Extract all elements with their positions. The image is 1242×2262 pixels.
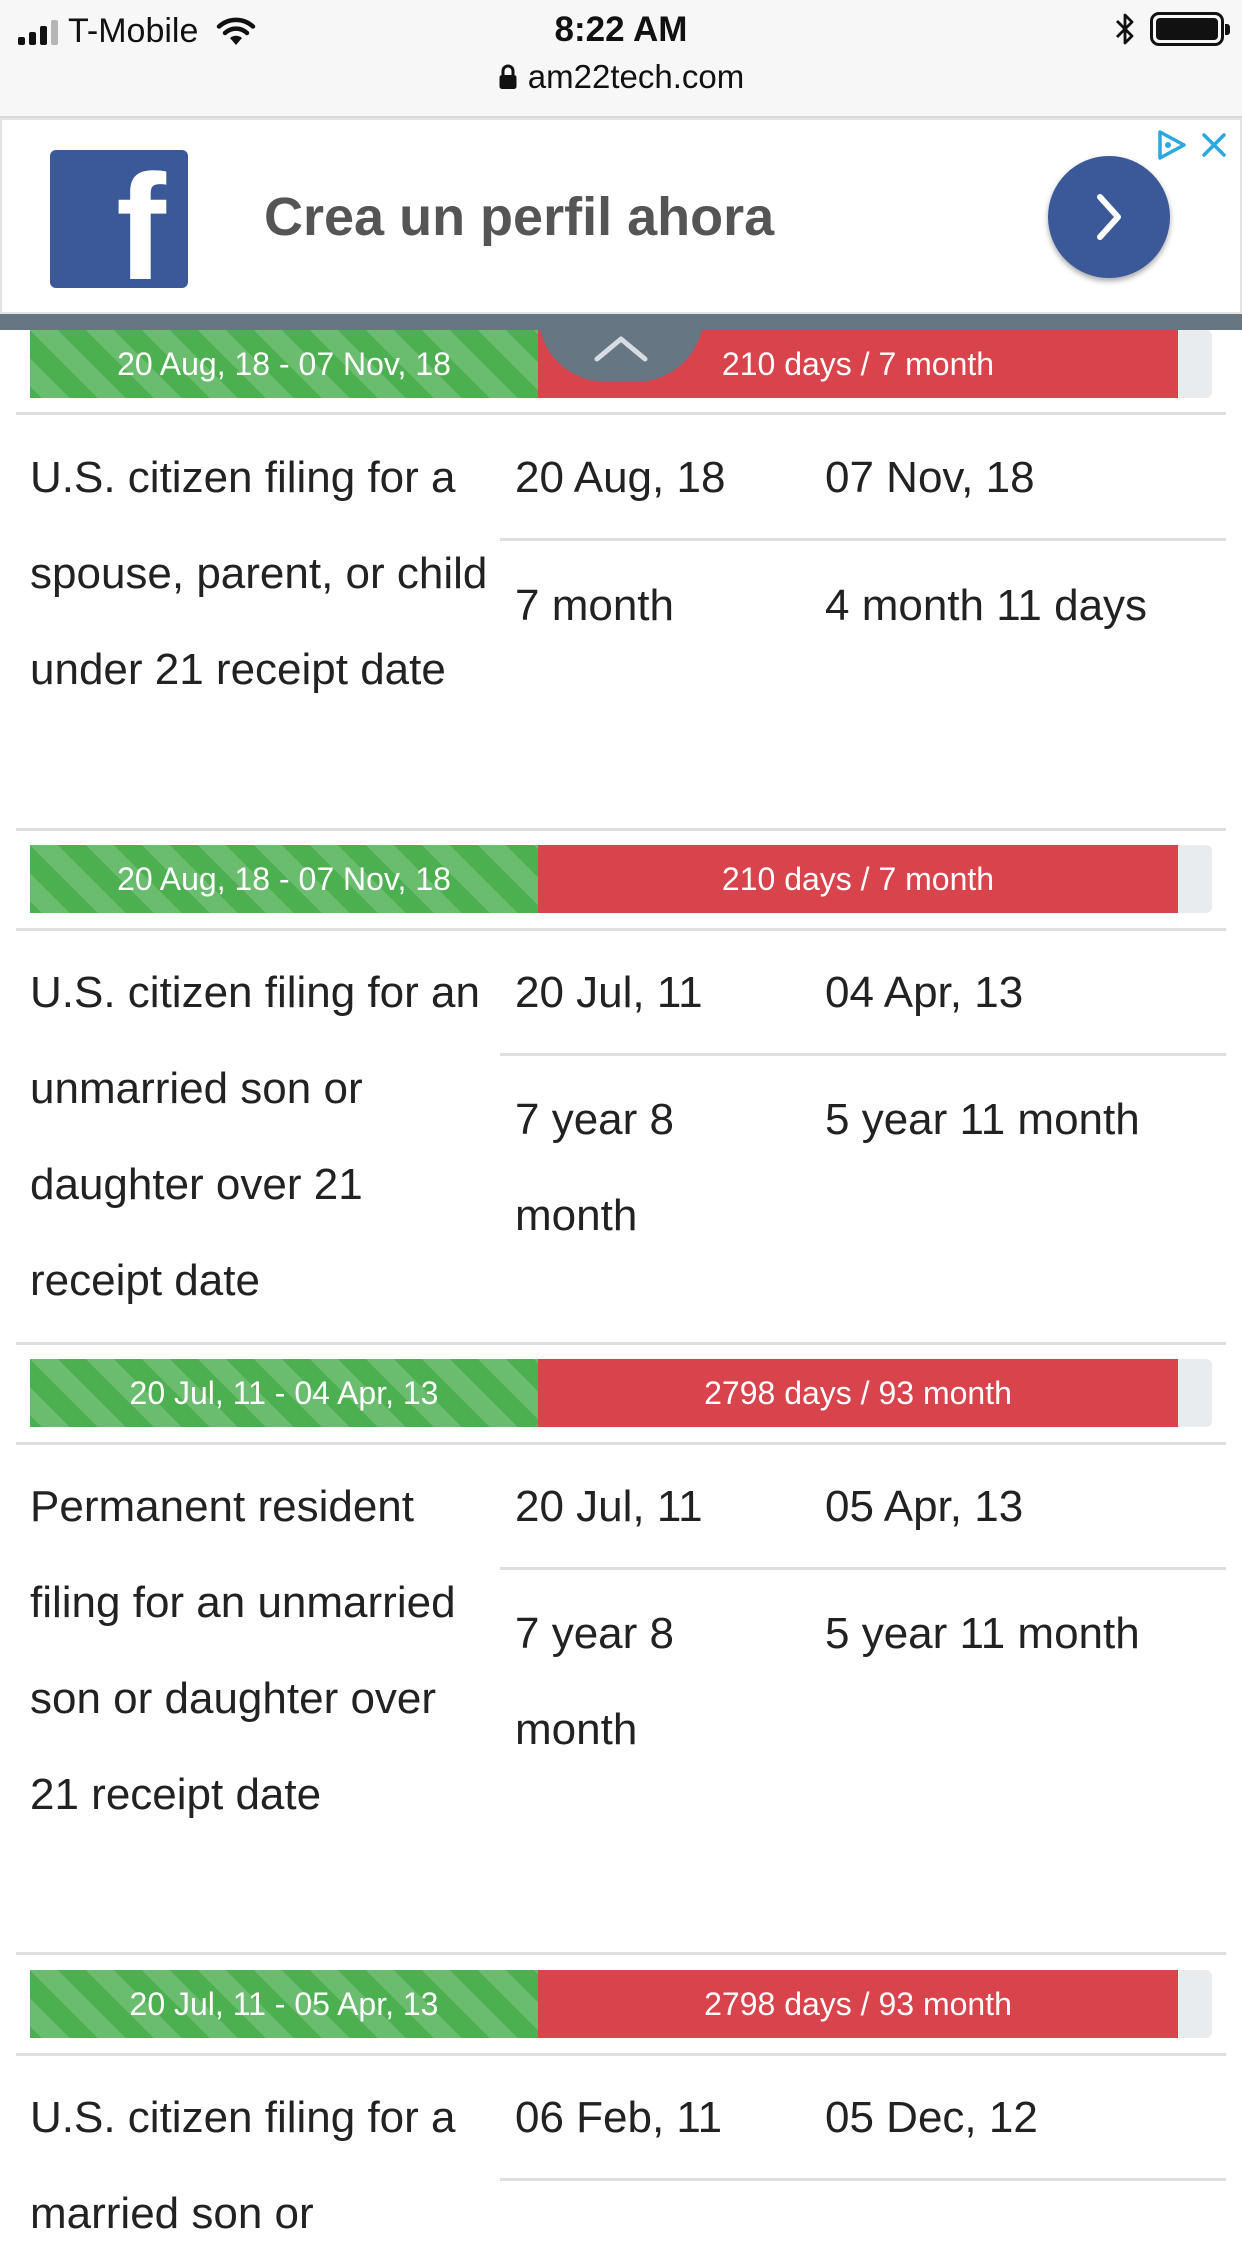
clock: 8:22 AM [554,10,688,49]
progress-bar [30,1359,1212,1427]
divider [500,2178,1226,2181]
filing-date: 04 Apr, 13 [825,968,1024,1017]
ad-banner[interactable] [0,118,1242,314]
final-action-date: 06 Feb, 11 [515,2093,723,2142]
final-action-date: 20 Jul, 11 [515,1482,703,1531]
progress-dates: 20 Aug, 18 - 07 Nov, 18 [30,845,538,913]
wait-time-b: 5 year 11 month [825,1609,1140,1658]
ad-go-button[interactable] [1048,156,1170,278]
final-action-date: 20 Aug, 18 [515,453,726,502]
chevron-right-icon [1092,191,1126,243]
adchoices-icon[interactable] [1154,128,1188,162]
row-label: Permanent resident filing for an unmarried son or daughter over 21 receipt date [30,1482,456,1819]
progress-dates: 20 Jul, 11 - 05 Apr, 13 [30,1970,538,2038]
progress-bar [30,845,1212,913]
divider [16,1342,1226,1345]
divider [16,928,1226,931]
progress-duration: 2798 days / 93 month [538,1970,1178,2038]
divider [16,1952,1226,1955]
row-label: U.S. citizen filing for a married son or [30,2093,456,2238]
progress-duration: 2798 days / 93 month [538,1359,1178,1427]
wait-time-a: 7 year 8 month [515,1095,674,1240]
filing-date: 05 Dec, 12 [825,2093,1038,2142]
divider [500,1053,1226,1056]
status-bar [0,0,1242,118]
progress-bar [30,1970,1212,2038]
carrier-name: T-Mobile [68,12,199,50]
progress-duration: 210 days / 7 month [538,845,1178,913]
ad-text: Crea un perfil ahora [264,187,775,247]
progress-duration: 210 days / 7 month [538,330,1178,398]
status-right [1114,12,1224,46]
row-label: U.S. citizen filing for an unmarried son or daughter over 21 receipt date [30,968,480,1305]
url-text: am22tech.com [527,58,745,95]
wait-time-a: 7 month [515,581,674,630]
lock-icon [498,64,518,90]
ad-choices[interactable] [1154,128,1228,162]
row-label: U.S. citizen filing for a spouse, parent, or child under 21 receipt date [30,453,488,694]
wait-time-b: 5 year 11 month [825,1095,1140,1144]
divider [16,412,1226,415]
final-action-date: 20 Jul, 11 [515,968,703,1017]
filing-date: 07 Nov, 18 [825,453,1035,502]
close-icon[interactable] [1200,131,1228,159]
facebook-logo-icon [50,143,188,311]
bluetooth-icon [1114,12,1136,46]
address-bar[interactable] [0,58,1242,96]
wait-time-a: 7 year 8 month [515,1609,674,1754]
divider [500,1567,1226,1570]
battery-icon [1150,12,1224,46]
progress-dates: 20 Jul, 11 - 04 Apr, 13 [30,1359,538,1427]
wait-time-b: 4 month 11 days [825,581,1148,630]
divider [16,2053,1226,2056]
divider [500,538,1226,541]
filing-date: 05 Apr, 13 [825,1482,1024,1531]
divider [16,828,1226,831]
chevron-up-icon [591,331,651,365]
divider [16,1442,1226,1445]
progress-dates: 20 Aug, 18 - 07 Nov, 18 [30,330,538,398]
logo-letter: f [116,143,166,311]
